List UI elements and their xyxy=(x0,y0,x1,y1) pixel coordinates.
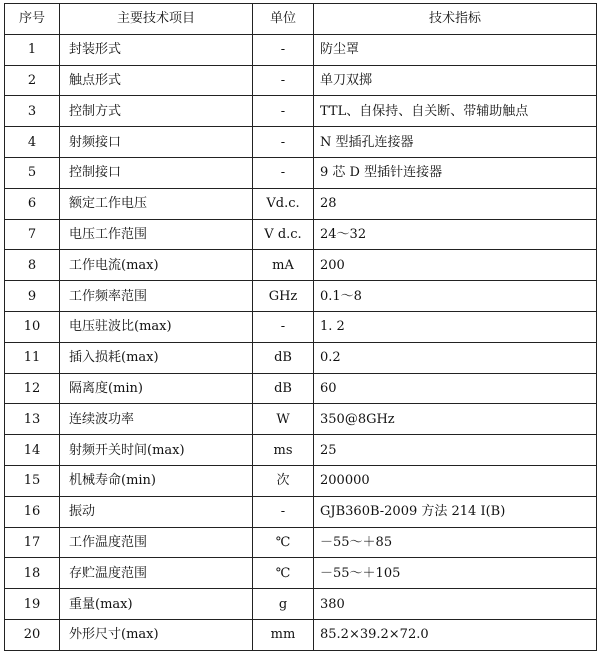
cell-spec: 60 xyxy=(314,373,597,404)
cell-index: 20 xyxy=(5,619,60,650)
table-row xyxy=(5,619,597,650)
cell-unit: 次 xyxy=(253,465,314,496)
spec-table-container xyxy=(4,3,597,651)
cell-item: 电压驻波比(max) xyxy=(60,311,253,342)
cell-unit: - xyxy=(253,127,314,158)
table-row xyxy=(5,373,597,404)
cell-item: 振动 xyxy=(60,496,253,527)
cell-item: 外形尺寸(max) xyxy=(60,619,253,650)
cell-unit: dB xyxy=(253,373,314,404)
cell-item: 封装形式 xyxy=(60,34,253,65)
cell-spec: 0.2 xyxy=(314,342,597,373)
cell-index: 10 xyxy=(5,311,60,342)
cell-unit: ℃ xyxy=(253,527,314,558)
cell-spec: N 型插孔连接器 xyxy=(314,127,597,158)
cell-spec: GJB360B-2009 方法 214 I(B) xyxy=(314,496,597,527)
cell-unit: ms xyxy=(253,435,314,466)
cell-item: 工作频率范围 xyxy=(60,281,253,312)
cell-index: 16 xyxy=(5,496,60,527)
cell-index: 17 xyxy=(5,527,60,558)
table-header-row xyxy=(5,4,597,35)
table-row xyxy=(5,311,597,342)
cell-unit: - xyxy=(253,311,314,342)
cell-index: 4 xyxy=(5,127,60,158)
cell-spec: 24～32 xyxy=(314,219,597,250)
cell-index: 11 xyxy=(5,342,60,373)
cell-spec: 单刀双掷 xyxy=(314,65,597,96)
spec-table xyxy=(4,3,597,651)
cell-item: 重量(max) xyxy=(60,589,253,620)
cell-item: 连续波功率 xyxy=(60,404,253,435)
table-row xyxy=(5,188,597,219)
cell-spec: TTL、自保持、自关断、带辅助触点 xyxy=(314,96,597,127)
cell-unit: Vd.c. xyxy=(253,188,314,219)
header-spec: 技术指标 xyxy=(314,4,597,35)
cell-spec: 28 xyxy=(314,188,597,219)
cell-index: 18 xyxy=(5,558,60,589)
cell-index: 1 xyxy=(5,34,60,65)
table-row xyxy=(5,281,597,312)
cell-spec: 350@8GHz xyxy=(314,404,597,435)
header-item: 主要技术项目 xyxy=(60,4,253,35)
cell-unit: g xyxy=(253,589,314,620)
table-row xyxy=(5,96,597,127)
cell-spec: 380 xyxy=(314,589,597,620)
cell-item: 触点形式 xyxy=(60,65,253,96)
table-row xyxy=(5,589,597,620)
cell-spec: 200000 xyxy=(314,465,597,496)
cell-index: 13 xyxy=(5,404,60,435)
table-row xyxy=(5,527,597,558)
cell-spec: －55～＋85 xyxy=(314,527,597,558)
cell-item: 存贮温度范围 xyxy=(60,558,253,589)
cell-index: 19 xyxy=(5,589,60,620)
cell-index: 2 xyxy=(5,65,60,96)
cell-unit: V d.c. xyxy=(253,219,314,250)
table-row xyxy=(5,127,597,158)
cell-unit: dB xyxy=(253,342,314,373)
table-row xyxy=(5,496,597,527)
cell-item: 机械寿命(min) xyxy=(60,465,253,496)
cell-unit: W xyxy=(253,404,314,435)
cell-item: 工作温度范围 xyxy=(60,527,253,558)
table-row xyxy=(5,250,597,281)
cell-spec: 85.2×39.2×72.0 xyxy=(314,619,597,650)
table-row xyxy=(5,34,597,65)
cell-unit: - xyxy=(253,34,314,65)
cell-spec: 200 xyxy=(314,250,597,281)
cell-index: 9 xyxy=(5,281,60,312)
cell-index: 15 xyxy=(5,465,60,496)
table-row xyxy=(5,558,597,589)
cell-spec: 0.1～8 xyxy=(314,281,597,312)
cell-item: 控制方式 xyxy=(60,96,253,127)
cell-unit: - xyxy=(253,65,314,96)
table-row xyxy=(5,404,597,435)
cell-unit: - xyxy=(253,157,314,188)
table-row xyxy=(5,157,597,188)
cell-unit: GHz xyxy=(253,281,314,312)
cell-index: 14 xyxy=(5,435,60,466)
cell-index: 12 xyxy=(5,373,60,404)
table-row xyxy=(5,219,597,250)
cell-unit: mm xyxy=(253,619,314,650)
header-index: 序号 xyxy=(5,4,60,35)
cell-item: 射频接口 xyxy=(60,127,253,158)
cell-index: 8 xyxy=(5,250,60,281)
cell-spec: 防尘罩 xyxy=(314,34,597,65)
cell-unit: mA xyxy=(253,250,314,281)
cell-index: 6 xyxy=(5,188,60,219)
cell-unit: - xyxy=(253,96,314,127)
table-row xyxy=(5,65,597,96)
cell-spec: 25 xyxy=(314,435,597,466)
cell-unit: - xyxy=(253,496,314,527)
cell-item: 控制接口 xyxy=(60,157,253,188)
table-row xyxy=(5,465,597,496)
cell-item: 工作电流(max) xyxy=(60,250,253,281)
cell-spec: 1. 2 xyxy=(314,311,597,342)
cell-item: 射频开关时间(max) xyxy=(60,435,253,466)
cell-spec: －55～＋105 xyxy=(314,558,597,589)
header-unit: 单位 xyxy=(253,4,314,35)
cell-unit: ℃ xyxy=(253,558,314,589)
cell-index: 3 xyxy=(5,96,60,127)
cell-index: 7 xyxy=(5,219,60,250)
cell-item: 额定工作电压 xyxy=(60,188,253,219)
cell-spec: 9 芯 D 型插针连接器 xyxy=(314,157,597,188)
table-row xyxy=(5,435,597,466)
cell-item: 插入损耗(max) xyxy=(60,342,253,373)
cell-index: 5 xyxy=(5,157,60,188)
table-row xyxy=(5,342,597,373)
cell-item: 电压工作范围 xyxy=(60,219,253,250)
cell-item: 隔离度(min) xyxy=(60,373,253,404)
